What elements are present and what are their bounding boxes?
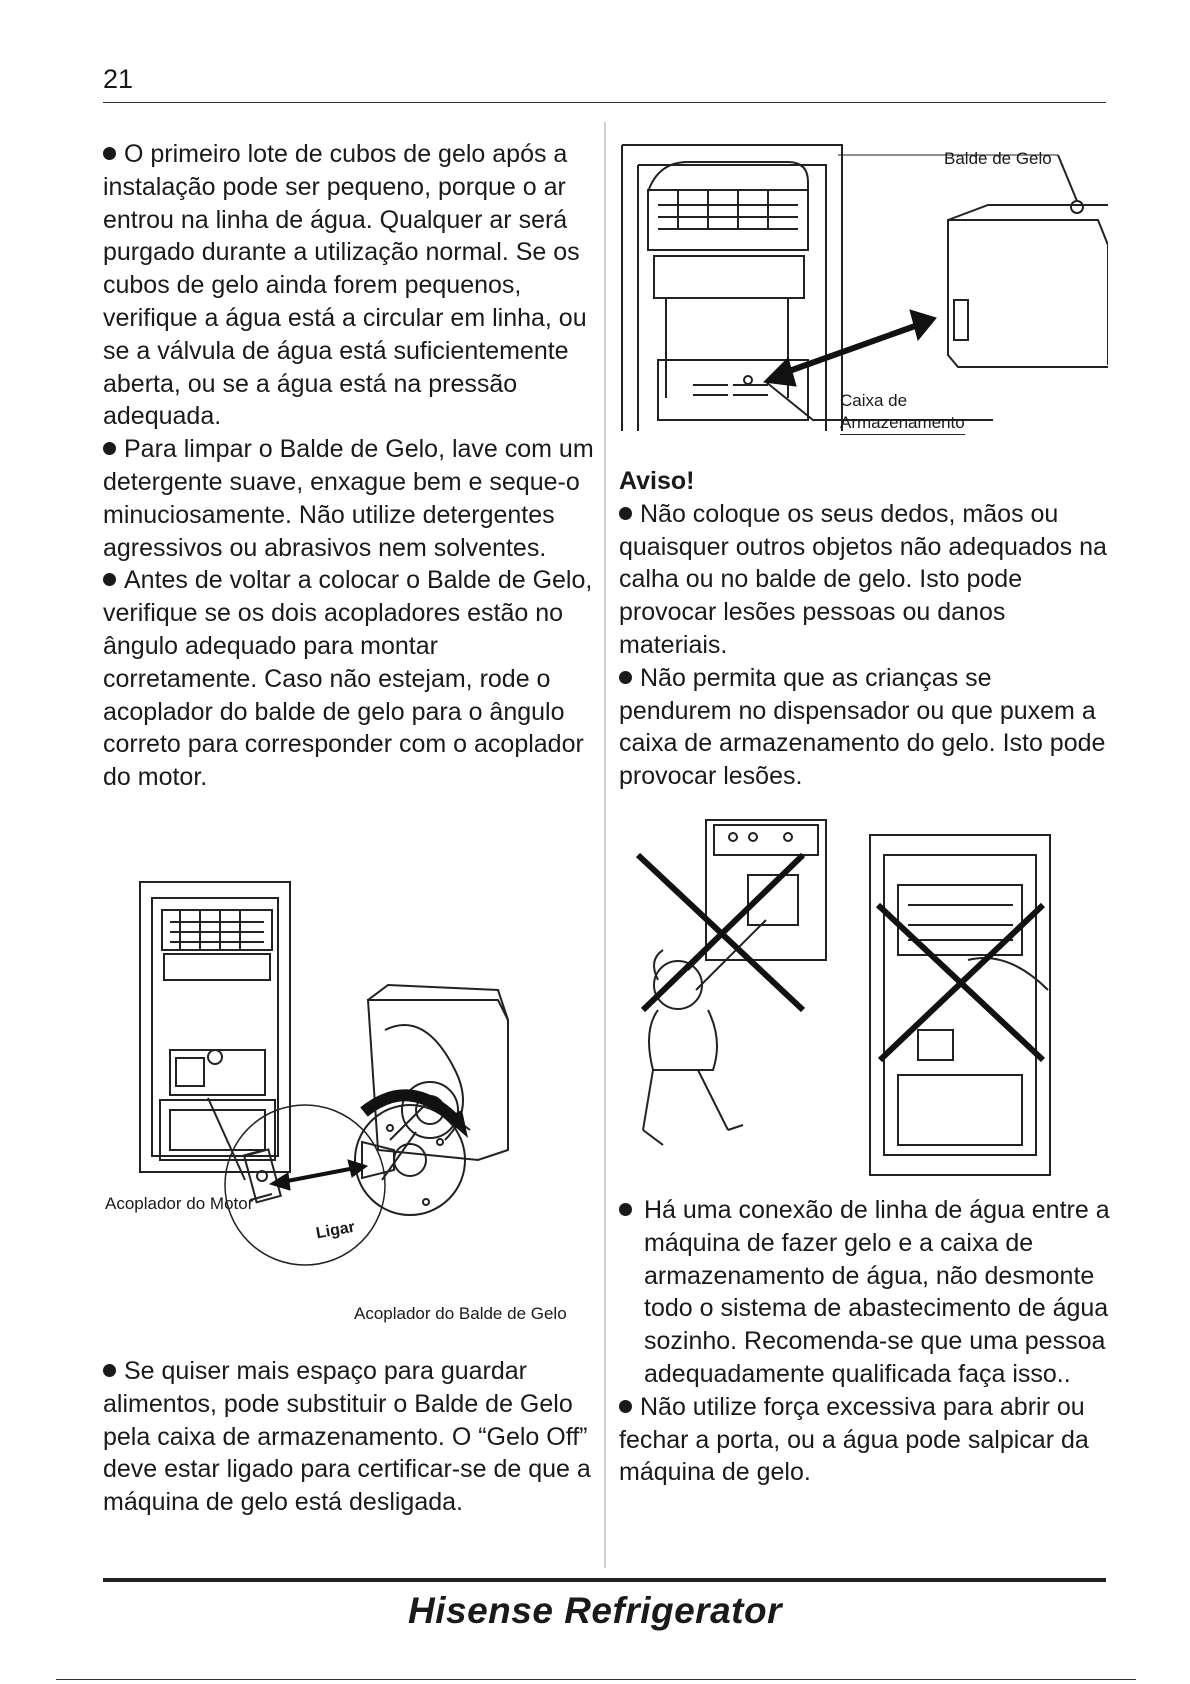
bucket-coupler-label: Acoplador do Balde de Gelo — [354, 1304, 567, 1323]
paragraph: O primeiro lote de cubos de gelo após a instalação pode ser pequeno, porque o ar entrou na linha de água. Qualquer ar será purgado durante a utilização normal. Se os cubos de gelo ainda forem pequenos, verifique a água está a circular em linha, ou se a válvula de água está suficientemente aberta, ou se a água está na pressão adequada. — [103, 140, 587, 431]
notes-block — [619, 1194, 1114, 1489]
storage-note — [103, 1355, 598, 1519]
note-item: Há uma conexão de linha de água entre a máquina de fazer gelo e a caixa de armazenamento de água, não desmonte todo o sistema de abastecimento de água sozinho. Recomenda-se que uma pessoa adequadamente qualificada faça isso.. — [619, 1194, 1114, 1391]
connect-label: Ligar — [314, 1218, 357, 1243]
bucket-figure — [618, 120, 1108, 440]
bullet-icon — [619, 1203, 632, 1216]
bullet-icon — [619, 507, 632, 520]
coupler-figure — [100, 880, 600, 1330]
motor-coupler-label: Acoplador do Motor — [105, 1194, 254, 1213]
footer-rule — [103, 1578, 1106, 1582]
storage-box-label-1: Caixa de — [840, 391, 908, 410]
bullet-icon — [103, 442, 116, 455]
column-divider — [604, 122, 606, 1568]
bullet-icon — [103, 1364, 116, 1377]
page-bottom-rule — [56, 1679, 1136, 1680]
coupler-illustration — [100, 880, 600, 1330]
warning-title: Aviso! — [619, 467, 695, 495]
warning-item: Não permita que as crianças se pendurem no dispensador ou que puxem a caixa de armazenamento do gelo. Isto pode provocar lesões. — [619, 663, 1106, 791]
prohibited-illustration — [618, 815, 1108, 1180]
prohibited-figure — [618, 815, 1108, 1180]
paragraph: Se quiser mais espaço para guardar alimentos, pode substituir o Balde de Gelo pela caixa de armazenamento. O “Gelo Off” deve estar ligado para certificar-se de que a máquina de gelo está desligada. — [103, 1357, 591, 1517]
header-rule — [103, 102, 1106, 103]
ice-bucket-label: Balde de Gelo — [944, 149, 1052, 168]
paragraph: Antes de voltar a colocar o Balde de Gelo, verifique se os dois acopladores estão no ângulo adequado para montar corretamente. Caso não estejam, rode o acoplador do balde de gelo para o ângulo correto para corresponder com o acoplador do motor. — [103, 566, 593, 792]
page-number: 21 — [103, 64, 134, 94]
warning-item: Não coloque os seus dedos, mãos ou quaisquer outros objetos não adequados na calha ou no balde de gelo. Isto pode provocar lesões pessoas ou danos materiais. — [619, 499, 1107, 659]
bullet-icon — [619, 1400, 632, 1413]
bullet-icon — [619, 671, 632, 684]
left-column-text — [103, 138, 598, 794]
warning-block — [619, 465, 1109, 793]
note-item: Não utilize força excessiva para abrir ou fechar a porta, ou a água pode salpicar da máquina de gelo. — [619, 1392, 1089, 1487]
footer-brand: Hisense Refrigerator — [408, 1590, 782, 1631]
bullet-icon — [103, 147, 116, 160]
storage-box-label-2: Armazenamento — [840, 412, 965, 435]
paragraph: Para limpar o Balde de Gelo, lave com um detergente suave, enxague bem e seque-o minuciosamente. Não utilize detergentes agressivos ou abrasivos nem solventes. — [103, 435, 594, 562]
bullet-icon — [103, 573, 116, 586]
